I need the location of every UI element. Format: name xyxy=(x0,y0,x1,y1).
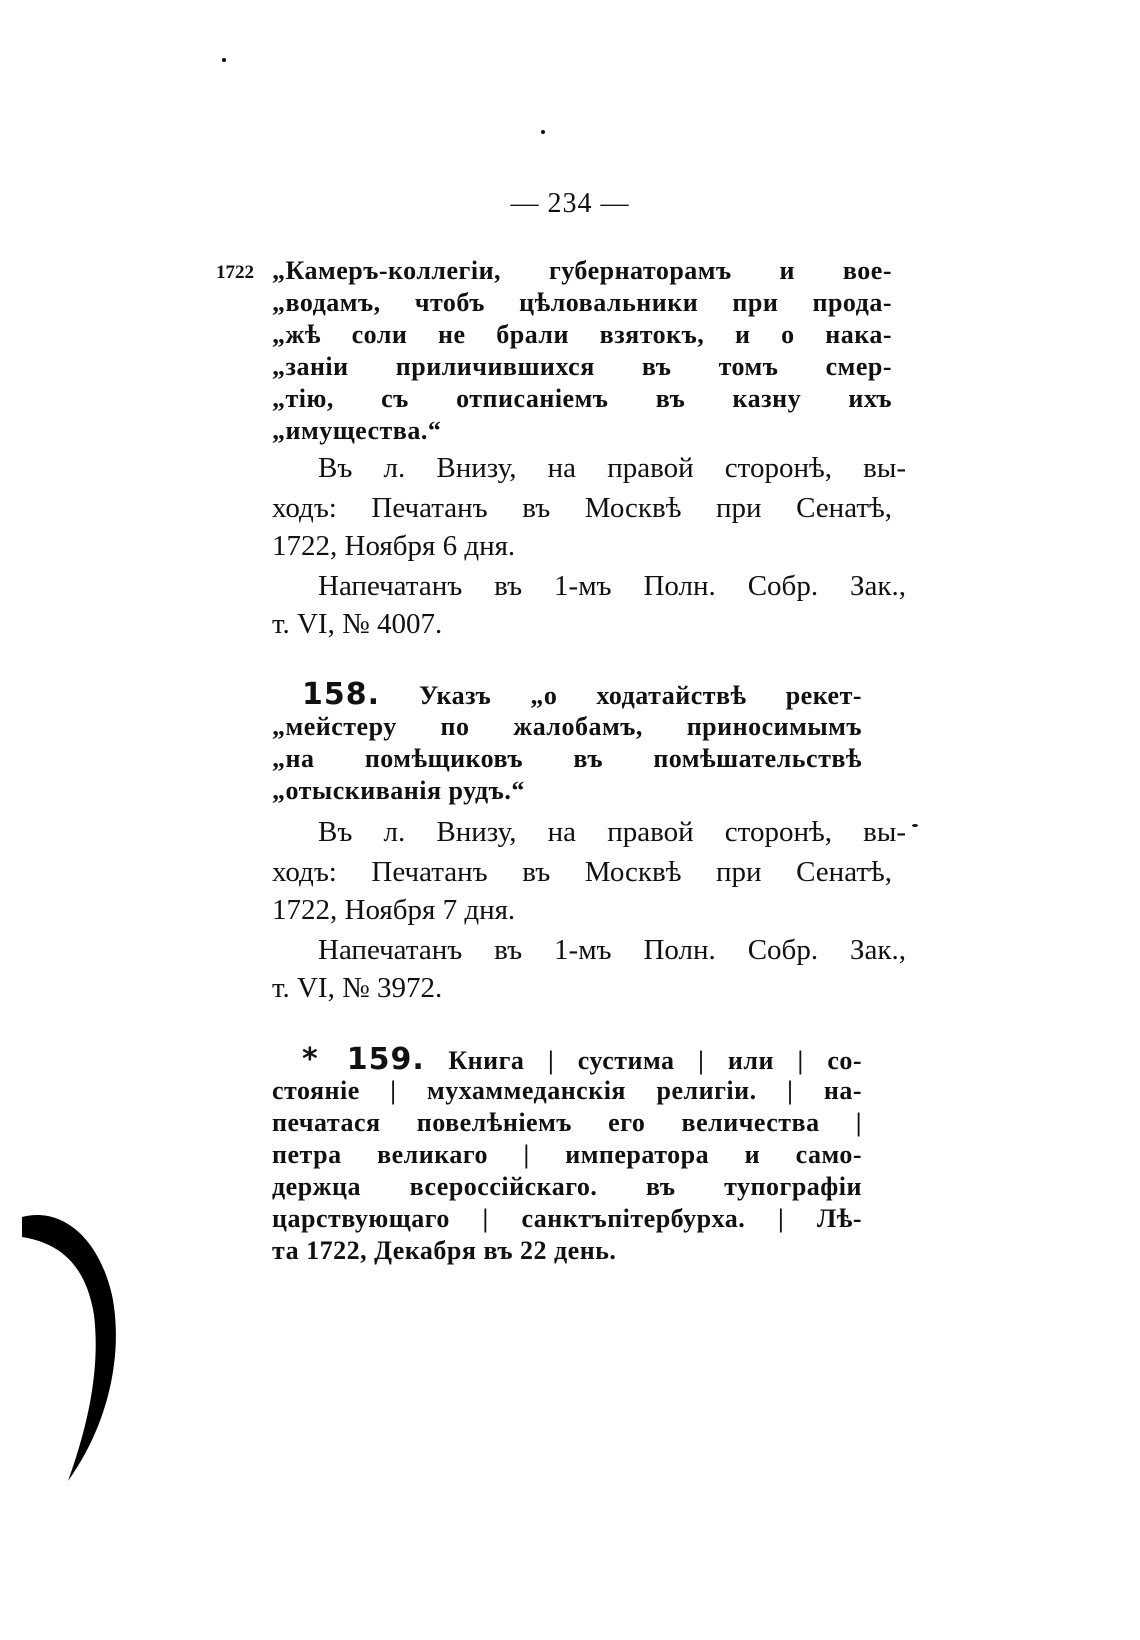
title-line: стояніе | мухаммеданскія религіи. | на- xyxy=(272,1076,862,1105)
title-line: „мейстеру по жалобамъ, приносимымъ xyxy=(272,712,862,741)
note-line: ходъ: Печатанъ въ Москвѣ при Сенатѣ, xyxy=(272,492,892,524)
title-line: „жѣ соли не брали взятокъ, и о нака- xyxy=(272,320,892,349)
title-line: „Камеръ-коллегіи, губернаторамъ и вое- xyxy=(272,256,892,285)
reference-line: Напечатанъ въ 1-мъ Полн. Собр. Зак., xyxy=(318,570,906,602)
note-line: 1722, Ноября 7 дня. xyxy=(272,894,516,926)
reference-line: Напечатанъ въ 1-мъ Полн. Собр. Зак., xyxy=(318,934,906,966)
title-line: „заніи приличившихся въ томъ смер- xyxy=(272,352,892,381)
title-line: „имущества.“ xyxy=(272,416,442,445)
title-line: царствующаго | санктъпітербурха. | Лѣ- xyxy=(272,1204,862,1233)
title-line: „отыскиванія рудъ.“ xyxy=(272,776,525,805)
speck-mark xyxy=(222,58,226,62)
speck-mark xyxy=(912,824,918,827)
entry-number: * 159. xyxy=(302,1042,425,1077)
title-line: „тію, съ отписаніемъ въ казну ихъ xyxy=(272,384,892,413)
title-line: та 1722, Декабря въ 22 день. xyxy=(272,1236,617,1265)
entry-title-text: Указъ „о ходатайствѣ рекет- xyxy=(419,681,863,710)
note-line: Въ л. Внизу, на правой сторонѣ, вы- xyxy=(318,816,906,848)
page-number: — 234 — xyxy=(510,188,630,219)
title-line: печатася повелѣніемъ его величества | xyxy=(272,1108,862,1137)
note-line: Въ л. Внизу, на правой сторонѣ, вы- xyxy=(318,452,906,484)
reference-line: т. VI, № 3972. xyxy=(272,972,443,1004)
title-line: „на помѣщиковъ въ помѣшательствѣ xyxy=(272,744,862,773)
note-line: 1722, Ноября 6 дня. xyxy=(272,530,516,562)
entry-title-first-line xyxy=(302,677,862,712)
entry-number: 158. xyxy=(302,677,381,712)
page-edge-bracket-mark xyxy=(20,1205,130,1485)
title-line: „водамъ, чтобъ цѣловальники при прода- xyxy=(272,288,892,317)
entry-title-text: Книга | сустима | или | со- xyxy=(448,1046,863,1075)
title-line: держца всероссійскаго. въ тупографіи xyxy=(272,1172,862,1201)
title-line: петра великаго | императора и само- xyxy=(272,1140,862,1169)
speck-mark xyxy=(541,130,545,134)
entry-title-first-line xyxy=(302,1042,862,1077)
margin-year: 1722 xyxy=(216,262,254,283)
reference-line: т. VI, № 4007. xyxy=(272,608,443,640)
note-line: ходъ: Печатанъ въ Москвѣ при Сенатѣ, xyxy=(272,856,892,888)
